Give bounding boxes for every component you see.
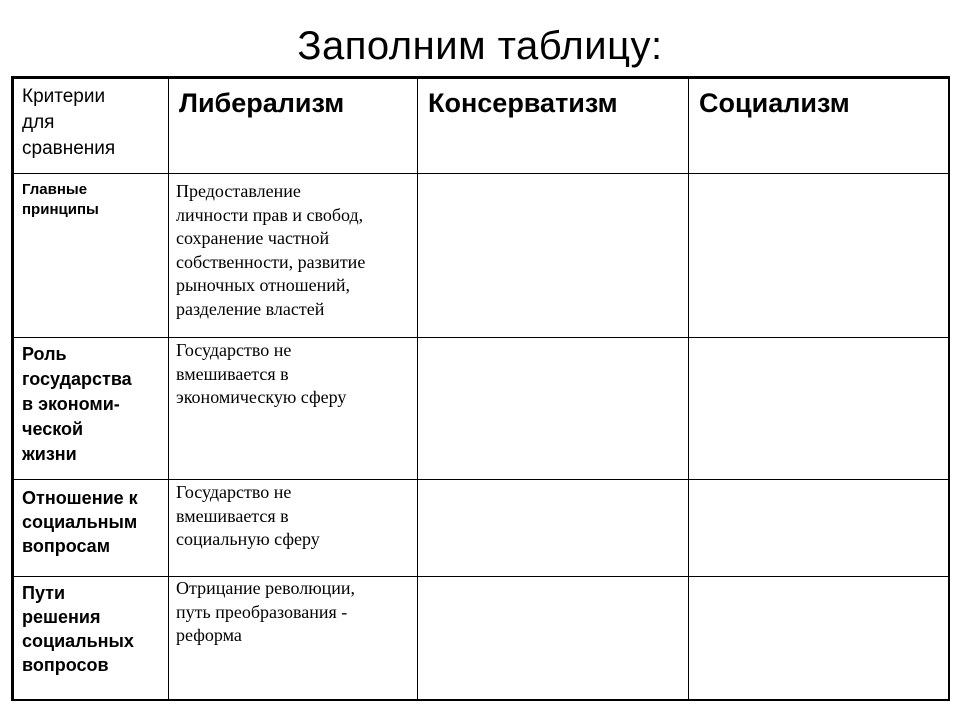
row-header-cell (14, 577, 169, 700)
cell-text-liberalism-social-issues: Государство не вмешивается в социальную сферу (176, 482, 320, 549)
cell-text-socialism-state-role (689, 338, 948, 344)
table-cell-conservatism (418, 338, 689, 480)
cell-text-conservatism-state-role (418, 338, 688, 344)
column-header-socialism: Социализм (699, 88, 850, 118)
table-row (14, 577, 949, 700)
table-row (14, 174, 949, 338)
table-cell-conservatism (418, 577, 689, 700)
cell-text-liberalism-state-role: Государство не вмешивается в экономическую сферу (176, 340, 347, 407)
table-header-row (14, 79, 949, 174)
table-cell-liberalism (169, 480, 418, 577)
table-row (14, 338, 949, 480)
column-header-liberalism: Либерализм (179, 88, 345, 118)
cell-text-socialism-social-issues (689, 480, 948, 486)
cell-text-socialism-principles (689, 174, 948, 180)
table-row (14, 480, 949, 577)
table-cell-liberalism (169, 577, 418, 700)
table-cell-conservatism (418, 480, 689, 577)
cell-text-socialism-solution-paths (689, 577, 948, 583)
table-cell-socialism (689, 338, 949, 480)
page-title: Заполним таблицу: (297, 24, 663, 68)
table-cell-socialism (689, 577, 949, 700)
table-cell-socialism (689, 480, 949, 577)
criteria-header-label: Критерии для сравнения (22, 86, 116, 159)
row-header-solution-paths: Пути решения социальных вопросов (22, 583, 134, 675)
comparison-table (13, 78, 949, 700)
row-header-cell (14, 338, 169, 480)
table-cell-liberalism (169, 338, 418, 480)
header-cell-socialism (689, 79, 949, 174)
column-header-conservatism: Консерватизм (428, 88, 618, 118)
header-cell-conservatism (418, 79, 689, 174)
row-header-main-principles: Главные принципы (22, 181, 99, 218)
row-header-social-issues: Отношение к социальным вопросам (22, 488, 138, 556)
row-header-cell (14, 174, 169, 338)
cell-text-conservatism-social-issues (418, 480, 688, 486)
table-cell-conservatism (418, 174, 689, 338)
header-cell-criteria (14, 79, 169, 174)
header-cell-liberalism (169, 79, 418, 174)
cell-text-liberalism-solution-paths: Отрицание революции, путь преобразования - реформа (176, 578, 356, 645)
cell-text-conservatism-principles (418, 174, 688, 180)
table-cell-liberalism (169, 174, 418, 338)
cell-text-liberalism-principles: Предоставление личности прав и свобод, сохранение частной собственности, развитие рыночных отношений, разделение властей (176, 181, 366, 319)
table-cell-socialism (689, 174, 949, 338)
cell-text-conservatism-solution-paths (418, 577, 688, 583)
row-header-state-role: Роль государства в экономи- ческой жизни (22, 344, 132, 464)
row-header-cell (14, 480, 169, 577)
